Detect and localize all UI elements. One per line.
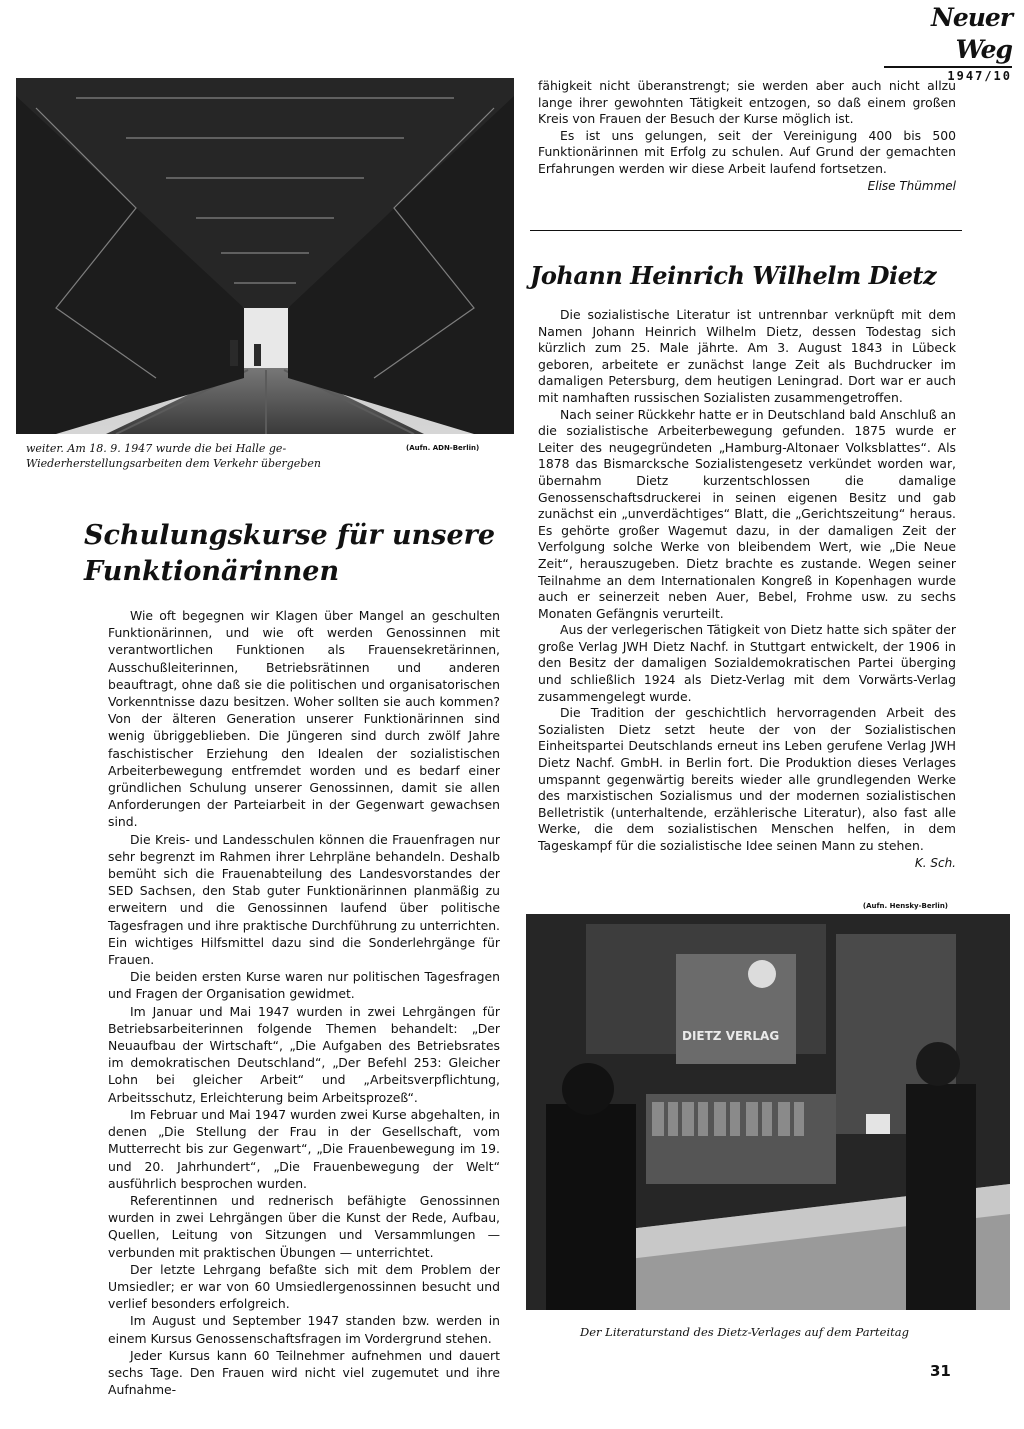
left-article-body bbox=[108, 607, 500, 1398]
stand-photo bbox=[526, 914, 1010, 1310]
paragraph: Der letzte Lehrgang befaßte sich mit dem Problem der Umsiedler; er war von 60 Umsiedlergenossinnen besucht und verlief besonders erfolgreich. bbox=[108, 1261, 500, 1312]
paragraph: Im August und September 1947 standen bzw. werden in einem Kursus Genossenschaftsfragen im Vordergrund stehen. bbox=[108, 1313, 500, 1346]
paragraph: Es ist uns gelungen, seit der Vereinigung 400 bis 500 Funktionärinnen mit Erfolg zu schulen. Auf Grund der gemachten Erfahrungen werden wir diese Arbeit laufend fortsetzen. bbox=[538, 127, 956, 176]
issue-number: 1947/10 bbox=[947, 69, 1012, 83]
signature-ksch: K. Sch. bbox=[914, 855, 956, 870]
bridge-illustration bbox=[16, 78, 514, 434]
paragraph: Die Kreis- und Landesschulen können die Frauenfragen nur sehr begrenzt im Rahmen ihrer Lehrpläne behandeln. Deshalb bemüht sich die Frauenabteilung des Landesvorstandes der SED Sachsen, den Stab guter Funktionärinnen planmäßig zu erweitern und die Genossinnen laufend über politische Tagesfragen und ihre praktische Durchführung zu unterrichten. Ein wichtiges Hilfsmittel dazu sind die Sonderlehrgänge für Frauen. bbox=[108, 831, 500, 968]
dietz-article-body bbox=[538, 307, 956, 871]
paragraph: Die Tradition der geschichtlich hervorragenden Arbeit des Sozialisten Dietz setzt heute der von der Sozialistischen Einheitspartei Deutschlands erneut ins Leben gerufene Verlag JWH Dietz Nachf. GmbH. in Berlin fort. Die Produktion dieses Verlages umspannt gegenwärtig bereits wieder alle grundlegenden Werke des marxistischen Sozialismus und der modernen sozialistischen Belletristik (unterhaltende, erzählerische Literatur), also fast alle Werke, die dem sozialistischen Menschen helfen, in dem Tageskampf für die sozialistische Idee seinen Mann zu stehen. bbox=[538, 705, 956, 853]
continued-article-body bbox=[538, 78, 956, 194]
stand-sign-text: DIETZ VERLAG bbox=[682, 1029, 780, 1043]
paragraph: Aus der verlegerischen Tätigkeit von Dietz hatte sich später der große Verlag JWH Dietz Nachf. in Stuttgart entwickelt, der 1906 in den Besitz der damaligen Sozialdemokratischen Partei überging und schließlich 1924 als Dietz-Verlag mit dem Vorwärts-Verlag zusammengelegt wurde. bbox=[538, 622, 956, 704]
masthead-title: Neuer Weg bbox=[884, 2, 1012, 68]
bridge-photo-credit: (Aufn. ADN-Berlin) bbox=[406, 444, 480, 452]
divider-rule bbox=[530, 230, 962, 231]
paragraph: Jeder Kursus kann 60 Teilnehmer aufnehmen und dauert sechs Tage. Den Frauen wird nicht viel zugemutet und ihre Aufnahme- bbox=[108, 1347, 500, 1398]
bridge-photo bbox=[16, 78, 514, 434]
bridge-caption bbox=[26, 441, 356, 471]
stand-caption: Der Literaturstand des Dietz-Verlages auf dem Parteitag bbox=[580, 1325, 909, 1339]
masthead bbox=[884, 2, 1012, 84]
left-article-headline bbox=[84, 518, 495, 590]
page-number: 31 bbox=[930, 1362, 951, 1380]
paragraph: Die beiden ersten Kurse waren nur politischen Tagesfragen und Fragen der Organisation gewidmet. bbox=[108, 969, 500, 1002]
paragraph: fähigkeit nicht überanstrengt; sie werden aber auch nicht allzu lange ihrer gewohnten Tätigkeit entzogen, so daß einem großen Kreis von Frauen der Besuch der Kurse möglich ist. bbox=[538, 78, 956, 127]
left-headline-line2: Funktionärinnen bbox=[84, 556, 340, 587]
paragraph: Im Februar und Mai 1947 wurden zwei Kurse abgehalten, in denen „Die Stellung der Frau in der Gesellschaft, vom Mutterrecht bis zur Gegenwart“, „Die Frauenbewegung im 19. und 20. Jahrhundert“, „Die Frauenbewegung der Welt“ ausführlich besprochen wurden. bbox=[108, 1106, 500, 1191]
literature-stand-illustration bbox=[526, 914, 1010, 1310]
stand-photo-credit: (Aufn. Hensky-Berlin) bbox=[862, 902, 948, 910]
bridge-caption-line1: weiter. Am 18. 9. 1947 wurde die bei Halle ge- bbox=[26, 442, 287, 455]
paragraph: Wie oft begegnen wir Klagen über Mangel an geschulten Funktionärinnen, und wie oft werden Genossinnen mit verantwortlichen Funktionen als Frauensekretärinnen, Ausschußleiterinnen, Betriebsrätinnen und anderen beauftragt, ohne daß sie die politischen und organisatorischen Vorkenntnisse dazu besitzen. Woher sollten sie auch kommen? Von der älteren Generation unserer Funktionärinnen sind wenig übriggeblieben. Die Jüngeren sind durch zwölf Jahre faschistischer Erziehung den Idealen der sozialistischen Arbeiterbewegung entfremdet worden und es bedarf einer gründlichen Schulung unserer Genossinnen, damit sie allen Anforderungen der Parteiarbeit in der Gegenwart gewachsen sind. bbox=[108, 608, 500, 830]
signature-thuemmel: Elise Thümmel bbox=[867, 178, 956, 193]
paragraph: Nach seiner Rückkehr hatte er in Deutschland bald Anschluß an die sozialistische Arbeiterbewegung gefunden. 1875 wurde er Leiter des neugegründeten „Hamburg-Altonaer Volksblattes“. Als 1878 das Bismarcksche Sozialistengesetz verkündet worden war, übernahm Dietz kurzentschlossen die damalige Genossenschaftsdruckerei in seinen eigenen Besitz und gab zunächst ein „unverdächtiges“ Blatt, die „Gerichtszeitung“ heraus. Es gehörte großer Wagemut dazu, in der damaligen Zeit der Verfolgung solche Werke von bleibendem Wert, wie „Die Neue Zeit“, herauszugeben. Dietz brachte es zustande. Wegen seiner Teilnahme an dem Internationalen Kongreß in Kopenhagen wurde auch er seinerzeit neben Auer, Bebel, Frohme usw. zu sechs Monaten Gefängnis verurteilt. bbox=[538, 406, 956, 621]
paragraph: Die sozialistische Literatur ist untrennbar verknüpft mit dem Namen Johann Heinrich Wilhelm Dietz, dessen Todestag sich kürzlich zum 25. Male jährte. Am 3. August 1843 in Lübeck geboren, arbeitete er zunächst lange Zeit als Buchdrucker im damaligen Petersburg, dem heutigen Leningrad. Dort war er auch mit namhaften russischen Sozialisten zusammengetroffen. bbox=[538, 307, 956, 405]
dietz-headline: Johann Heinrich Wilhelm Dietz bbox=[530, 261, 937, 290]
paragraph: Im Januar und Mai 1947 wurden in zwei Lehrgängen für Betriebsarbeiterinnen folgende Themen behandelt: „Der Neuaufbau der Wirtschaft“, „Die Aufgaben des Betriebsrates im demokratischen Deutschland“, „Der Befehl 253: Gleicher Lohn bei gleicher Arbeit“ und „Arbeitsverpflichtung, Arbeitsschutz, Erleichterung beim Arbeitsprozeß“. bbox=[108, 1003, 500, 1105]
left-headline-line1: Schulungskurse für unsere bbox=[84, 520, 496, 551]
bridge-caption-line2: Wiederherstellungsarbeiten dem Verkehr übergeben bbox=[26, 457, 321, 470]
paragraph: Referentinnen und rednerisch befähigte Genossinnen wurden in zwei Lehrgängen über die Kunst der Rede, Aufbau, Quellen, Leitung von Sitzungen und Versammlungen — verbunden mit praktischen Übungen — unterrichtet. bbox=[108, 1192, 500, 1260]
